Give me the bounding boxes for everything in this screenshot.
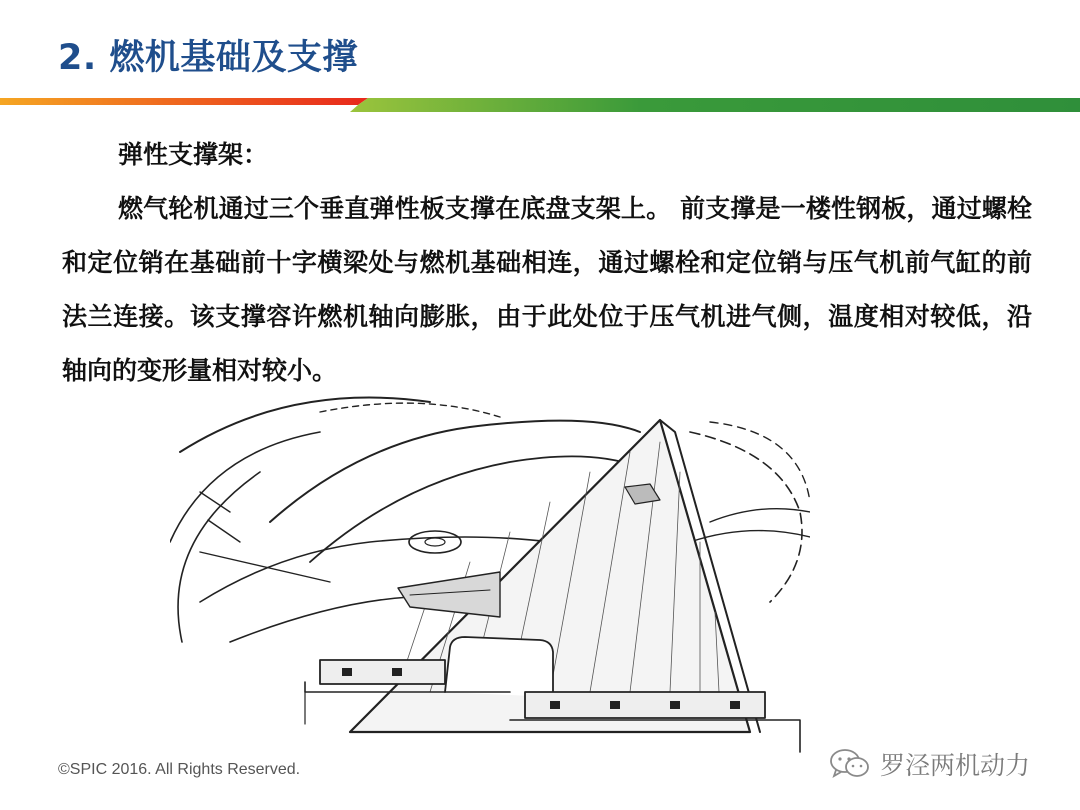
copyright-text: ©SPIC 2016. All Rights Reserved. <box>58 761 301 778</box>
section-heading: 弹性支撑架： <box>118 140 269 169</box>
body-paragraph: 燃气轮机通过三个垂直弹性板支撑在底盘支架上。 前支撑是一楼性钢板，通过螺栓和定位销在基础前十字横梁处与燃机基础相连，通过螺栓和定位销与压气机前气缸的前法兰连接。该支撑容许燃机轴向膨胀，由于此处位于压气机进气侧，温度相对较低，沿轴向的变形量相对较小。 <box>62 194 1032 385</box>
front-support-drawing <box>170 392 810 754</box>
slide-title: 2. 燃机基础及支撑 <box>58 38 358 78</box>
body-text <box>62 128 1032 398</box>
watermark-text: 罗泾两机动力 <box>880 751 1031 780</box>
watermark <box>828 744 1030 784</box>
title-divider <box>0 98 1080 112</box>
wechat-icon <box>828 747 872 781</box>
